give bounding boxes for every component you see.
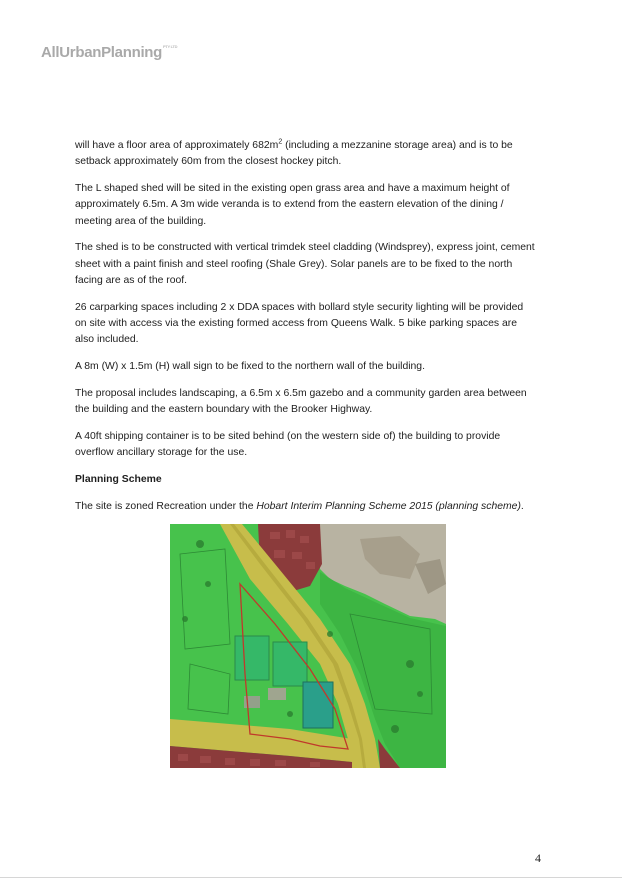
superscript: 2: [278, 138, 283, 146]
hockey-pitch-2: [273, 642, 307, 686]
document-body: [75, 138, 537, 526]
paragraph-zoning: The site is zoned Recreation under the Hobart Interim Planning Scheme 2015 (planning scheme).: [75, 501, 524, 513]
paragraph-landscaping: The proposal includes landscaping, a 6.5m x 6.5m gazebo and a community garden area between the building and the eastern boundary with the Brooker Highway.: [75, 388, 527, 416]
zoning-map: [170, 524, 446, 768]
paragraph-materials: The shed is to be constructed with vertical trimdek steel cladding (Windsprey), express joint, cement sheet with a paint finish and steel roofing (Shale Grey). Solar panels are to be fixed to the north facing are as of the roof.: [75, 242, 535, 287]
paragraph-wall-sign: A 8m (W) x 1.5m (H) wall sign to be fixed to the northern wall of the building.: [75, 361, 425, 373]
paragraph-shed-siting: The L shaped shed will be sited in the existing open grass area and have a maximum height of approximately 6.5m. A 3m wide veranda is to extend from the eastern elevation of the dining / meeting area of the building.: [75, 183, 510, 227]
logo-trademark: PTY LTD: [163, 44, 178, 49]
paragraph-shipping-container: A 40ft shipping container is to be sited behind (on the western side of) the building to provide overflow ancillary storage for the use.: [75, 431, 501, 459]
scheme-title: Hobart Interim Planning Scheme 2015 (planning scheme): [256, 501, 521, 513]
paragraph-floor-area: will have a floor area of approximately $682m^2$ (including a mezzanine storage area) and is to be setback approximately 60m from the closest hockey pitch.: [75, 138, 513, 168]
zoning-map-svg: [170, 524, 446, 768]
section-heading: Planning Scheme: [75, 474, 162, 486]
logo-text: AllUrbanPlanning: [41, 44, 163, 61]
page-number: 4: [535, 851, 541, 865]
company-logo: [41, 44, 177, 61]
existing-building: [268, 688, 286, 700]
hockey-pitch-1: [235, 636, 269, 680]
hockey-pitch-3: [303, 682, 333, 728]
paragraph-carparking: 26 carparking spaces including 2 x DDA spaces with bollard style security lighting will be provided on site with access via the existing formed access from Queens Walk. 5 bike parking spaces are also included.: [75, 301, 524, 346]
page-bottom-edge: [0, 877, 622, 878]
